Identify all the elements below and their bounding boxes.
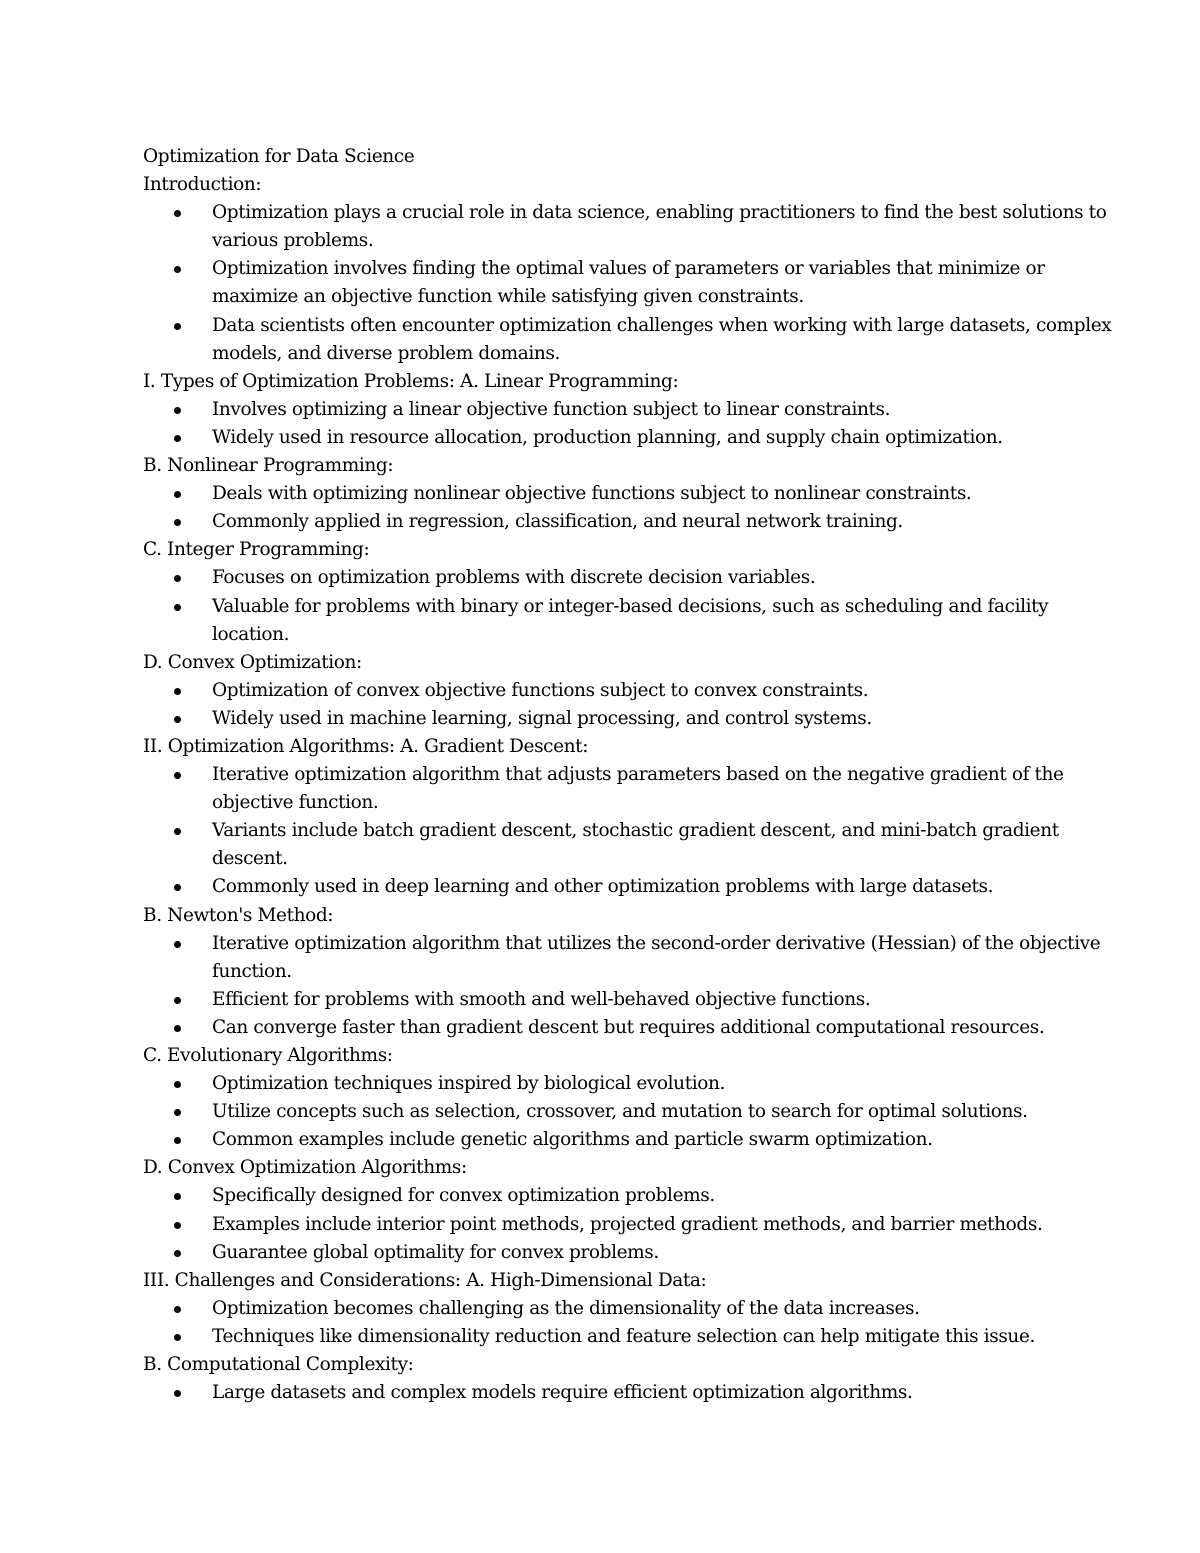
list-item-text: Involves optimizing a linear objective function subject to linear constraints. bbox=[212, 398, 891, 420]
list-item-text: Commonly used in deep learning and other optimization problems with large datasets. bbox=[212, 876, 994, 898]
section-heading-introduction: Introduction: bbox=[143, 174, 262, 196]
list-item-text: Valuable for problems with binary or integer-based decisions, such as scheduling and facility location. bbox=[212, 595, 1049, 645]
bullet-list-evolutionary-algorithms bbox=[143, 1070, 1103, 1154]
bullet-list-convex-optimization bbox=[143, 677, 1103, 733]
list-item-text: Examples include interior point methods, projected gradient methods, and barrier methods. bbox=[212, 1213, 1043, 1235]
bullet-icon bbox=[174, 575, 181, 582]
list-item-text: Optimization plays a crucial role in data science, enabling practitioners to find the best solutions to various problems. bbox=[212, 202, 1107, 252]
list-item bbox=[143, 255, 1103, 311]
list-item-text: Large datasets and complex models require efficient optimization algorithms. bbox=[212, 1382, 913, 1404]
bullet-icon bbox=[174, 716, 181, 723]
list-item-text: Techniques like dimensionality reduction and feature selection can help mitigate this issue. bbox=[212, 1325, 1035, 1347]
bullet-icon bbox=[174, 884, 181, 891]
bullet-list-introduction bbox=[143, 199, 1112, 368]
list-item-text: Efficient for problems with smooth and well-behaved objective functions. bbox=[212, 988, 871, 1010]
bullet-list-gradient-descent bbox=[143, 761, 1103, 901]
list-item bbox=[143, 199, 1107, 255]
section-heading-integer-programming: C. Integer Programming: bbox=[143, 539, 370, 561]
bullet-list-high-dimensional-data bbox=[143, 1295, 1103, 1351]
bullet-icon bbox=[174, 941, 181, 948]
list-item-text: Guarantee global optimality for convex problems. bbox=[212, 1241, 659, 1263]
list-item bbox=[143, 424, 1103, 452]
bullet-list-computational-complexity bbox=[143, 1379, 1103, 1407]
list-item bbox=[143, 930, 1103, 986]
section-heading-gradient-descent: II. Optimization Algorithms: A. Gradient Descent: bbox=[143, 735, 589, 757]
bullet-icon bbox=[174, 1109, 181, 1116]
bullet-icon bbox=[174, 407, 181, 414]
list-item bbox=[143, 593, 1103, 649]
bullet-list-linear-programming bbox=[143, 396, 1103, 452]
section-heading-linear-programming: I. Types of Optimization Problems: A. Linear Programming: bbox=[143, 370, 679, 392]
bullet-icon bbox=[174, 266, 181, 273]
bullet-icon bbox=[174, 1193, 181, 1200]
section-heading-evolutionary-algorithms: C. Evolutionary Algorithms: bbox=[143, 1045, 393, 1066]
list-item-text: Optimization involves finding the optimal values of parameters or variables that minimize or maximize an objective function while satisfying given constraints. bbox=[212, 258, 1045, 308]
bullet-icon bbox=[174, 323, 181, 330]
list-item-text: Optimization becomes challenging as the dimensionality of the data increases. bbox=[212, 1297, 920, 1319]
list-item bbox=[143, 1211, 1103, 1239]
bullet-icon bbox=[174, 491, 181, 498]
list-item-text: Utilize concepts such as selection, crossover, and mutation to search for optimal solutions. bbox=[212, 1101, 1028, 1123]
list-item bbox=[143, 1182, 1103, 1210]
section-heading-convex-optimization-algorithms: D. Convex Optimization Algorithms: bbox=[143, 1157, 467, 1179]
bullet-icon bbox=[174, 828, 181, 835]
bullet-icon bbox=[174, 604, 181, 611]
list-item bbox=[143, 1014, 1103, 1042]
list-item bbox=[143, 1379, 1103, 1407]
bullet-icon bbox=[174, 1025, 181, 1032]
list-item bbox=[143, 705, 1103, 733]
document-title: Optimization for Data Science bbox=[143, 146, 415, 167]
bullet-icon bbox=[174, 1334, 181, 1341]
bullet-icon bbox=[174, 1250, 181, 1257]
bullet-icon bbox=[174, 1390, 181, 1397]
bullet-icon bbox=[174, 1081, 181, 1088]
list-item bbox=[143, 677, 1103, 705]
section-heading-computational-complexity: B. Computational Complexity: bbox=[143, 1354, 414, 1376]
list-item bbox=[143, 761, 1103, 817]
list-item bbox=[143, 817, 1103, 873]
list-item bbox=[143, 480, 1103, 508]
list-item bbox=[143, 1295, 1103, 1323]
list-item-text: Widely used in resource allocation, production planning, and supply chain optimization. bbox=[212, 426, 1003, 448]
bullet-list-nonlinear-programming bbox=[143, 480, 1103, 536]
list-item bbox=[143, 1098, 1103, 1126]
list-item-text: Variants include batch gradient descent, stochastic gradient descent, and mini-batch gradient descent. bbox=[212, 820, 1059, 870]
list-item-text: Specifically designed for convex optimization problems. bbox=[212, 1185, 715, 1207]
list-item bbox=[143, 986, 1103, 1014]
list-item-text: Common examples include genetic algorithms and particle swarm optimization. bbox=[212, 1129, 933, 1151]
bullet-icon bbox=[174, 1306, 181, 1313]
bullet-icon bbox=[174, 1137, 181, 1144]
bullet-icon bbox=[174, 210, 181, 217]
list-item-text: Iterative optimization algorithm that adjusts parameters based on the negative gradient of the objective function. bbox=[212, 764, 1064, 814]
section-heading-nonlinear-programming: B. Nonlinear Programming: bbox=[143, 455, 394, 477]
list-item bbox=[143, 1070, 1103, 1098]
bullet-list-newtons-method bbox=[143, 930, 1103, 1042]
list-item-text: Optimization of convex objective functions subject to convex constraints. bbox=[212, 679, 869, 701]
list-item bbox=[143, 873, 1103, 901]
section-heading-high-dimensional-data: III. Challenges and Considerations: A. High-Dimensional Data: bbox=[143, 1269, 707, 1291]
bullet-icon bbox=[174, 435, 181, 442]
list-item bbox=[143, 1323, 1103, 1351]
document-body bbox=[143, 143, 1112, 1407]
list-item bbox=[143, 508, 1103, 536]
list-item bbox=[143, 1126, 1103, 1154]
list-item-text: Widely used in machine learning, signal processing, and control systems. bbox=[212, 707, 872, 729]
section-heading-newtons-method: B. Newton's Method: bbox=[143, 904, 334, 926]
list-item-text: Deals with optimizing nonlinear objective functions subject to nonlinear constraints. bbox=[212, 483, 972, 505]
list-item-text: Commonly applied in regression, classification, and neural network training. bbox=[212, 511, 903, 533]
section-heading-convex-optimization: D. Convex Optimization: bbox=[143, 651, 362, 673]
bullet-list-convex-optimization-algorithms bbox=[143, 1182, 1103, 1266]
bullet-icon bbox=[174, 688, 181, 695]
list-item bbox=[143, 1239, 1103, 1267]
list-item-text: Focuses on optimization problems with discrete decision variables. bbox=[212, 567, 816, 589]
list-item bbox=[143, 312, 1112, 368]
list-item-text: Iterative optimization algorithm that utilizes the second-order derivative (Hessian) of the objective function. bbox=[212, 932, 1101, 982]
list-item bbox=[143, 396, 1103, 424]
bullet-icon bbox=[174, 519, 181, 526]
bullet-icon bbox=[174, 997, 181, 1004]
list-item-text: Can converge faster than gradient descent but requires additional computational resources. bbox=[212, 1016, 1045, 1038]
bullet-icon bbox=[174, 772, 181, 779]
bullet-icon bbox=[174, 1222, 181, 1229]
list-item bbox=[143, 564, 1103, 592]
list-item-text: Optimization techniques inspired by biological evolution. bbox=[212, 1073, 725, 1095]
list-item-text: Data scientists often encounter optimization challenges when working with large datasets, complex models, and diverse problem domains. bbox=[212, 314, 1112, 364]
bullet-list-integer-programming bbox=[143, 564, 1103, 648]
